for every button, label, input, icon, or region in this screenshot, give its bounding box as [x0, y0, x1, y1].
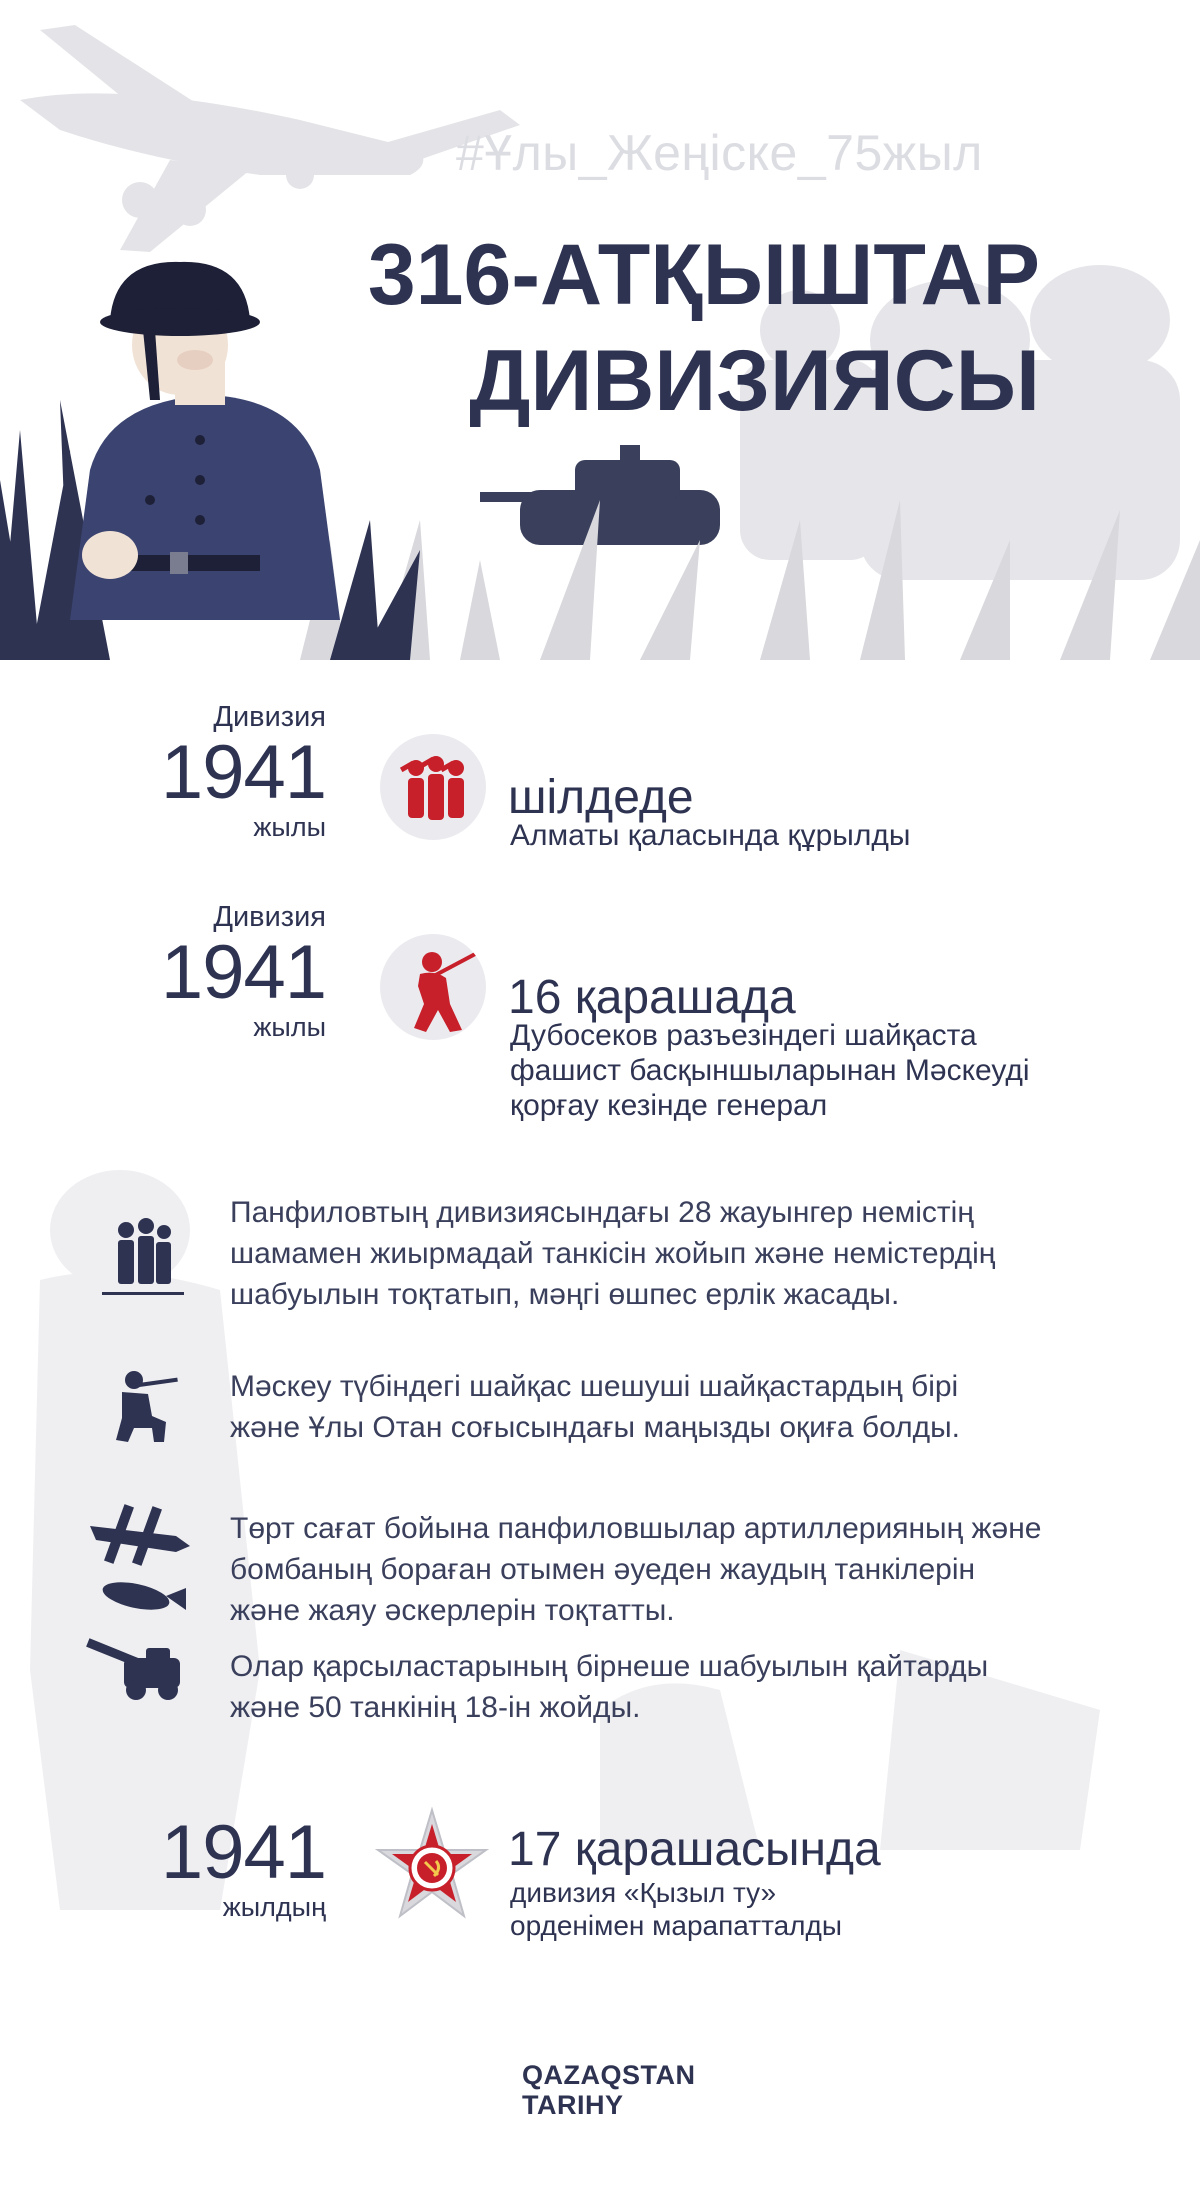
entry-heading: 16 қарашада	[508, 971, 796, 1024]
kneeling-rifleman-icon	[108, 1366, 178, 1446]
entry-text	[510, 1018, 1110, 1123]
fact-line: бомбаның бораған отымен әуеден жаудың танкілерін	[230, 1553, 976, 1586]
year-block	[161, 700, 326, 842]
entry-text-line: қорғау кезінде генерал	[510, 1089, 828, 1122]
page-title	[368, 222, 1040, 434]
logo-line-1: QAZAQSTAN	[522, 2060, 696, 2090]
biplane-bomb-icon	[86, 1496, 196, 1616]
fact-4	[230, 1646, 1130, 1728]
entry-suffix: жылы	[253, 812, 326, 842]
airplane-icon	[20, 25, 520, 252]
award-text-line: орденімен марапатталды	[510, 1910, 842, 1941]
logo-line-2: TARIHY	[522, 2090, 624, 2120]
artillery-icon	[86, 1628, 196, 1708]
entry-heading: шілдеде	[508, 771, 694, 824]
title-line-1: 316-АТҚЫШТАР	[367, 227, 1040, 323]
soldiers-group-icon	[98, 1212, 188, 1302]
entry-prefix: Дивизия	[213, 701, 326, 733]
hero-banner	[0, 0, 1200, 660]
entry-year: 1941	[160, 730, 326, 815]
award-heading: 17 қарашасында	[508, 1823, 881, 1876]
year-block	[161, 900, 326, 1042]
award-text	[510, 1876, 1110, 1942]
fact-line: және 50 танкінің 18-ін жойды.	[230, 1691, 641, 1724]
title-line-2: ДИВИЗИЯСЫ	[469, 333, 1040, 429]
award-suffix: жылдың	[222, 1892, 326, 1922]
fact-line: және жаяу әскерлерін тоқтатты.	[230, 1594, 675, 1627]
entry-text	[510, 818, 1110, 853]
entry-text-line: фашист басқыншыларынан Мәскеуді	[510, 1054, 1030, 1087]
award-text-line: дивизия «Қызыл ту»	[510, 1877, 777, 1908]
entry-prefix: Дивизия	[213, 901, 326, 933]
saluting-soldiers-icon	[380, 734, 486, 840]
order-star-icon	[370, 1806, 494, 1930]
entry-text-line: Алматы қаласында құрылды	[510, 819, 911, 852]
award-year: 1941	[160, 1810, 326, 1895]
charging-soldier-icon	[380, 934, 486, 1040]
fact-line: шабуылын тоқтатып, мәңгі өшпес ерлік жасады.	[230, 1278, 900, 1311]
entry-year: 1941	[160, 930, 326, 1015]
brand-logo	[522, 2060, 696, 2120]
hashtag: #Ұлы_Жеңіске_75жыл	[456, 125, 983, 181]
fact-2	[230, 1366, 1130, 1448]
fact-3	[230, 1508, 1130, 1631]
fact-line: және Ұлы Отан соғысындағы маңызды оқиға болды.	[230, 1411, 961, 1444]
entry-suffix: жылы	[253, 1012, 326, 1042]
entry-text-line: Дубосеков разъезіндегі шайқаста	[510, 1019, 977, 1052]
fact-line: Олар қарсыластарының бірнеше шабуылын қайтарды	[230, 1650, 989, 1683]
fact-line: Төрт сағат бойына панфиловшылар артиллерияның және	[230, 1512, 1042, 1545]
soldier-illustration	[70, 262, 340, 620]
tank-icon	[480, 445, 720, 545]
year-block	[160, 1810, 326, 1922]
fact-line: шамамен жиырмадай танкісін жойып және немістердің	[230, 1237, 996, 1270]
fact-1	[230, 1192, 1130, 1315]
fact-line: Панфиловтың дивизиясындағы 28 жауынгер немістің	[230, 1196, 974, 1229]
fact-line: Мәскеу түбіндегі шайқас шешуші шайқастардың бірі	[230, 1370, 959, 1403]
